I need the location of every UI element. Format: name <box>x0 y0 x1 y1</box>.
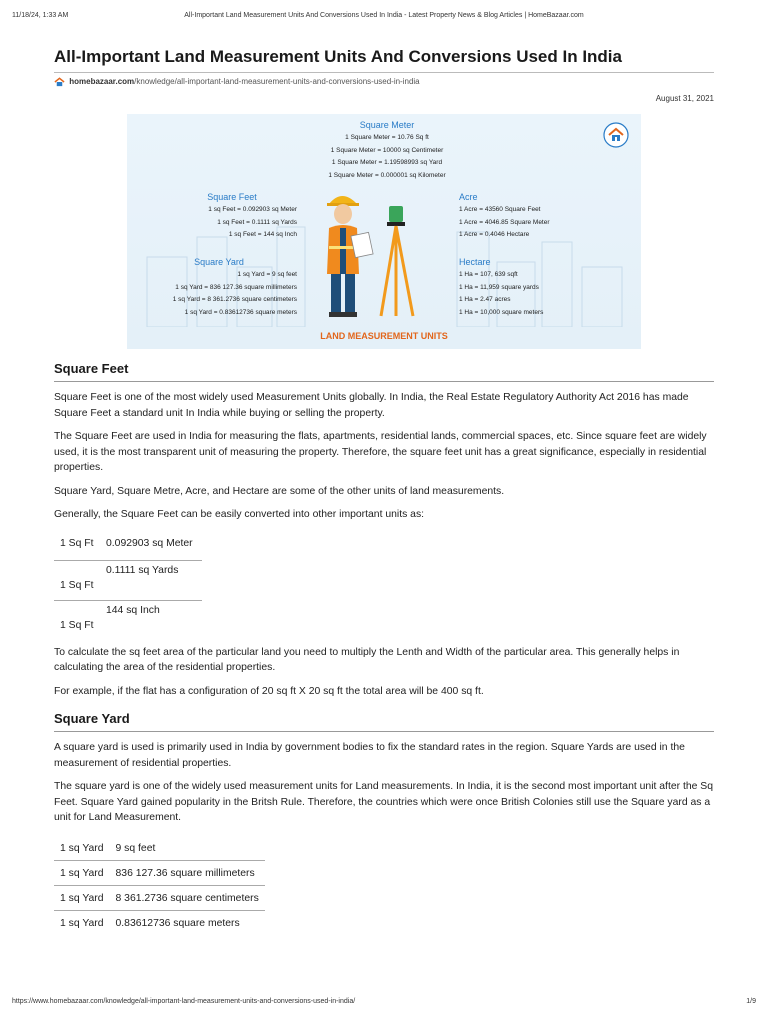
page-number: 1/9 <box>746 998 756 1005</box>
square-feet-line: 1 sq Feet = 0.092903 sq Meter <box>208 206 297 213</box>
square-feet-line: 1 sq Feet = 144 sq Inch <box>228 231 297 238</box>
paragraph: To calculate the sq feet area of the particular land you need to multiply the Lenth and Width of the particular area. This generally helps in calculating the area of the residential properties. <box>54 646 680 673</box>
print-header <box>12 12 756 24</box>
hectare-block <box>459 255 599 319</box>
land-measurement-infographic <box>127 114 641 349</box>
table-cell-unit: 1 Sq Ft <box>60 619 94 631</box>
surveyor-illustration <box>317 184 427 324</box>
source-domain: homebazaar.com <box>69 77 135 87</box>
table-row <box>54 535 202 561</box>
table-cell-unit: 1 sq Yard <box>60 842 104 854</box>
square-meter-line: 1 Square Meter = 10000 sq Centimeter <box>330 146 444 154</box>
square-yard-line: 1 sq Yard = 9 sq feet <box>237 271 297 278</box>
print-datetime: 11/18/24, 1:33 AM <box>12 12 69 19</box>
section-heading-square-feet: Square Feet <box>54 361 714 382</box>
table-row <box>54 601 202 637</box>
paragraph: Generally, the Square Feet can be easily converted into other important units as: <box>54 509 425 520</box>
table-row <box>54 860 265 885</box>
square-feet-line: 1 sq Feet = 0.1111 sq Yards <box>217 218 297 226</box>
square-meter-line: 1 Square Meter = 10.76 Sq ft <box>345 134 429 141</box>
table-cell-value: 9 sq feet <box>115 842 156 854</box>
paragraph: Square Feet is one of the most widely used Measurement Units globally. In India, the Real Estate Regulatory Authority Act 2016 has made Square Feet a standard unit In India while buying or selling the property. <box>54 392 689 419</box>
square-yard-conversion-table <box>54 836 265 935</box>
print-page-title: All-Important Land Measurement Units And Conversions Used In India - Latest Property News & Blog Articles | HomeBazaar.com <box>184 12 584 19</box>
table-cell-unit: 1 Sq Ft <box>60 579 94 591</box>
print-footer <box>12 998 756 1010</box>
table-cell-unit: 1 sq Yard <box>54 910 110 935</box>
table-cell-unit: 1 sq Yard <box>54 860 110 885</box>
table-row <box>54 910 265 935</box>
infographic-caption: LAND MEASUREMENT UNITS <box>320 331 448 341</box>
section-heading-square-yard: Square Yard <box>54 711 714 732</box>
square-yard-heading: Square Yard <box>194 257 244 267</box>
square-feet-block <box>167 190 297 242</box>
article <box>54 44 714 935</box>
paragraph: Square Yard, Square Metre, Acre, and Hectare are some of the other units of land measurements. <box>54 485 505 497</box>
square-yard-line: 1 sq Yard = 8 361.2736 square centimeters <box>172 296 297 303</box>
hectare-line: 1 Ha = 107, 639 sqft <box>459 271 518 278</box>
square-yard-line: 1 sq Yard = 0.83612736 square meters <box>184 308 297 316</box>
table-cell-value: 144 sq Inch <box>106 604 160 616</box>
hectare-line: 1 Ha = 10,000 square meters <box>459 308 544 316</box>
table-cell-value: 8 361.2736 square centimeters <box>110 885 265 910</box>
square-yard-block <box>141 255 297 319</box>
square-meter-block <box>287 118 487 182</box>
table-cell-unit: 1 sq Yard <box>54 885 110 910</box>
acre-line: 1 Acre = 43560 Square Feet <box>459 206 541 213</box>
hectare-line: 1 Ha = 11,959 square yards <box>459 283 539 291</box>
table-row <box>54 561 202 601</box>
source-line <box>54 72 714 90</box>
square-yard-line: 1 sq Yard = 836 127.36 square millimeters <box>175 283 297 291</box>
article-title: All-Important Land Measurement Units And Conversions Used In India <box>54 47 622 66</box>
square-meter-heading: Square Meter <box>359 120 415 130</box>
print-footer-url: https://www.homebazaar.com/knowledge/all-important-land-measurement-units-and-conversions-used-in-india/ <box>12 998 356 1005</box>
table-cell-value: 836 127.36 square millimeters <box>110 860 265 885</box>
table-cell-value: 0.1111 sq Yards <box>106 564 179 576</box>
table-row <box>54 885 265 910</box>
publish-date: August 31, 2021 <box>655 94 714 103</box>
paragraph: For example, if the flat has a configuration of 20 sq ft X 20 sq ft the total area will be 400 sq ft. <box>54 685 484 697</box>
paragraph: The square yard is one of the widely used measurement units for Land measurements. In India, it is the second most important unit after the Sq Feet. Square Yard gained popularity in the Britsh Rule. Therefore, the countries which were once British Colonies still use the Square yard as a unit for Land Measurement. <box>54 781 713 823</box>
acre-block <box>459 190 599 242</box>
homebazaar-badge-icon <box>603 122 629 148</box>
table-row <box>54 836 265 861</box>
square-meter-line: 1 Square Meter = 0.000001 sq Kilometer <box>328 171 446 179</box>
table-cell-unit: 1 Sq Ft <box>60 537 94 549</box>
hectare-line: 1 Ha = 2.47 acres <box>459 296 511 303</box>
hectare-heading: Hectare <box>459 257 491 267</box>
acre-line: 1 Acre = 0.4046 Hectare <box>459 231 530 238</box>
square-feet-heading: Square Feet <box>207 192 257 202</box>
homebazaar-logo-icon <box>54 77 65 87</box>
table-cell-value: 0.092903 sq Meter <box>106 537 193 549</box>
square-meter-line: 1 Square Meter = 1.19598993 sq Yard <box>331 159 443 166</box>
source-link[interactable] <box>69 77 419 86</box>
paragraph: The Square Feet are used in India for measuring the flats, apartments, residential lands, commercial spaces, etc. Since square feet are widely used, it is the most transparent unit of measuring the property. Therefore, the square feet unit has a great significance, especially in residential properties. <box>54 431 707 473</box>
paragraph: A square yard is used is primarily used in India by government bodies to fix the standard rates in the region. Square Yards are used in the measurement of residential properties. <box>54 742 685 769</box>
source-path: /knowledge/all-important-land-measurement-units-and-conversions-used-in-india <box>134 77 420 87</box>
acre-line: 1 Acre = 4046.85 Square Meter <box>459 218 550 226</box>
square-feet-conversion-table <box>54 535 202 637</box>
acre-heading: Acre <box>459 192 478 202</box>
table-cell-value: 0.83612736 square meters <box>110 910 265 935</box>
